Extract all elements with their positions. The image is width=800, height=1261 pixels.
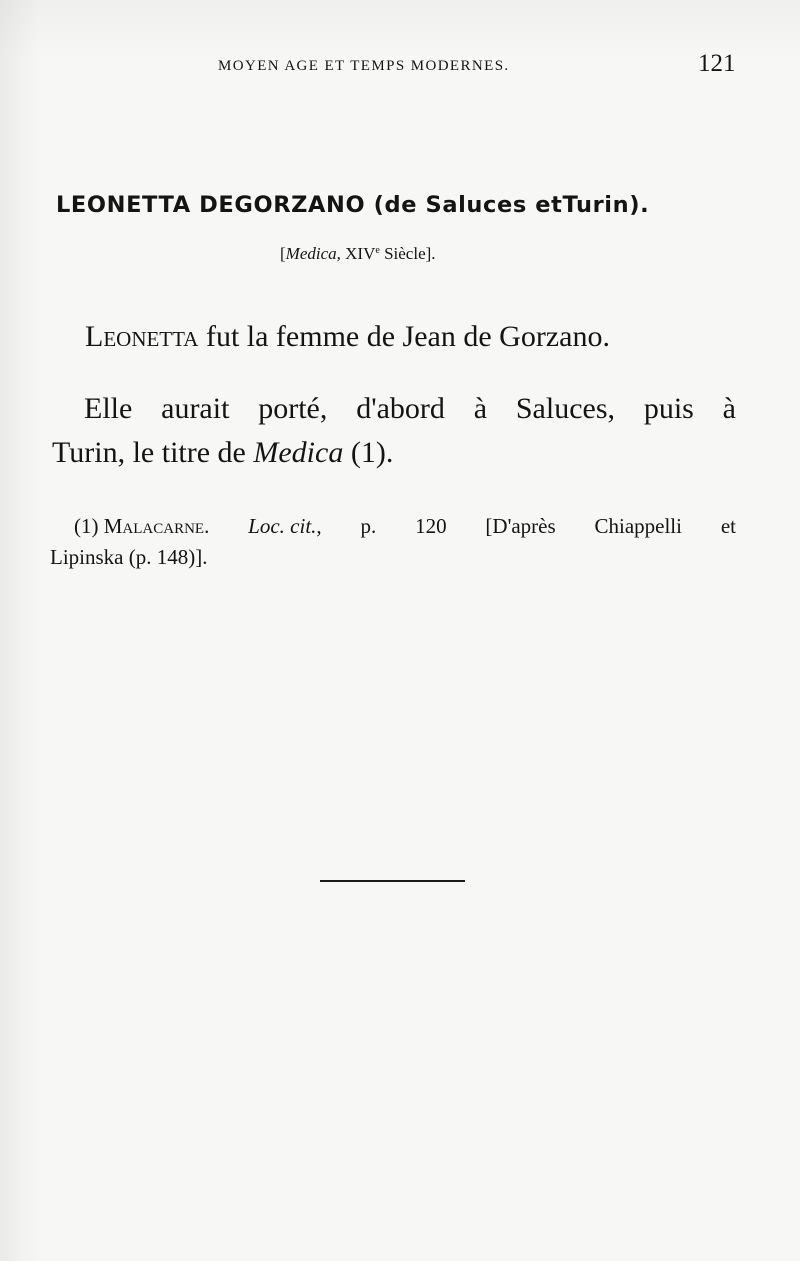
p2-word: d'abord	[356, 392, 445, 425]
footnote-author: Malacarne.	[103, 514, 210, 538]
page-number: 121	[698, 50, 736, 77]
p2-word: puis	[643, 392, 694, 425]
p2-note-ref: (1).	[350, 436, 394, 469]
entry-title: LEONETTA DEGORZANO (de Saluces etTurin).	[56, 192, 650, 218]
p2-line2-text: Turin, le titre de	[52, 436, 246, 469]
running-header	[0, 50, 800, 84]
footnote-part: Chiappelli	[594, 514, 682, 538]
paragraph-1	[85, 320, 610, 354]
p2-word: à	[473, 392, 488, 425]
footnote-lead	[74, 514, 209, 539]
paragraph-1-name: Leonetta	[85, 320, 199, 353]
section-divider	[320, 880, 465, 882]
footnote-part: 120	[415, 514, 447, 538]
subtitle-word: Siècle	[384, 244, 426, 263]
footnote-loc: Loc. cit.,	[248, 514, 322, 538]
subtitle-century-sup: e	[375, 245, 380, 256]
paragraph-1-text: fut la femme de Jean de Gorzano.	[205, 320, 610, 353]
subtitle-century: XIV	[345, 244, 376, 263]
subtitle-medica: Medica,	[285, 244, 341, 263]
footnote-part: et	[720, 514, 736, 538]
footnote-part: p.	[360, 514, 377, 538]
p2-medica: Medica	[253, 436, 344, 469]
paragraph-2-line-2	[52, 436, 393, 470]
footnote-part: [D'après	[485, 514, 556, 538]
footnote-line-1	[74, 514, 736, 539]
p2-word: aurait	[161, 392, 230, 425]
running-title: MOYEN AGE ET TEMPS MODERNES.	[218, 58, 510, 74]
entry-subtitle: [Medica, XIVe Siècle].	[280, 244, 436, 263]
p2-word: porté,	[258, 392, 328, 425]
footnote-marker: (1)	[74, 514, 99, 538]
p2-word: Elle	[84, 392, 133, 425]
footnote-line-2: Lipinska (p. 148)].	[50, 545, 208, 569]
p2-word: Saluces,	[515, 392, 615, 425]
p2-word: à	[722, 392, 736, 425]
paragraph-2-line-1	[84, 392, 736, 426]
